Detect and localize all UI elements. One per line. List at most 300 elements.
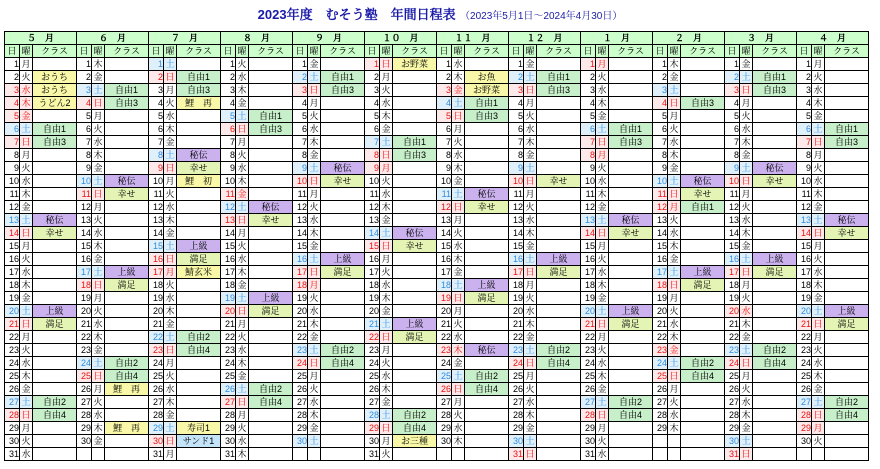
weekday-cell: 水 <box>309 306 319 316</box>
weekday-cell: 金 <box>309 59 319 69</box>
weekday-cell: 土 <box>597 124 607 134</box>
weekday-cell: 火 <box>741 293 751 303</box>
class-cell <box>177 279 221 292</box>
weekday-cell: 月 <box>381 163 391 173</box>
weekday-cell: 金 <box>597 202 607 212</box>
class-cell <box>609 110 653 123</box>
weekday-cell: 火 <box>381 176 391 186</box>
weekday-cell: 月 <box>453 124 463 134</box>
weekday-cell: 火 <box>597 345 607 355</box>
table-row <box>5 201 869 214</box>
day-cell: 11 <box>725 188 740 201</box>
weekday-cell: 火 <box>669 124 679 134</box>
weekday-cell: 月 <box>93 384 103 394</box>
day-cell: 30 <box>797 435 812 448</box>
class-cell: 自由1 <box>249 110 293 123</box>
day-cell: 31 <box>581 448 596 461</box>
class-cell <box>393 383 437 396</box>
weekday-cell: 月 <box>669 202 679 212</box>
class-cell: 上級 <box>681 266 725 279</box>
day-cell: 29 <box>653 422 668 435</box>
weekday-cell: 水 <box>21 176 31 186</box>
class-cell <box>753 292 797 305</box>
class-cell <box>33 357 77 370</box>
weekday-cell: 木 <box>741 319 751 329</box>
weekday-cell: 土 <box>21 306 31 316</box>
day-cell: 29 <box>77 422 92 435</box>
weekday-cell: 日 <box>741 176 751 186</box>
weekday-cell: 月 <box>93 293 103 303</box>
class-cell: 自由3 <box>825 136 869 149</box>
weekday-cell: 金 <box>309 423 319 433</box>
weekday-cell: 月 <box>669 293 679 303</box>
class-cell <box>177 318 221 331</box>
class-cell <box>177 58 221 71</box>
table-row <box>5 136 869 149</box>
weekday-cell: 月 <box>813 150 823 160</box>
class-cell: 寿司1 <box>177 422 221 435</box>
day-cell: 25 <box>437 370 452 383</box>
weekday-cell: 土 <box>525 163 535 173</box>
day-cell: 13 <box>509 214 524 227</box>
weekday-cell: 火 <box>309 384 319 394</box>
weekday-cell: 金 <box>597 293 607 303</box>
class-cell <box>33 266 77 279</box>
weekday-cell: 金 <box>813 111 823 121</box>
class-cell <box>177 136 221 149</box>
class-cell <box>321 292 365 305</box>
weekday-cell: 月 <box>93 202 103 212</box>
weekday-cell: 月 <box>309 371 319 381</box>
day-cell: 24 <box>725 357 740 370</box>
month-header: ２ 月 <box>653 32 725 45</box>
day-cell: 28 <box>797 409 812 422</box>
weekday-cell: 火 <box>741 111 751 121</box>
day-cell: 29 <box>149 422 164 435</box>
day-cell: 24 <box>437 357 452 370</box>
day-cell: 3 <box>77 84 92 97</box>
weekday-cell: 月 <box>21 59 31 69</box>
day-cell: 28 <box>653 409 668 422</box>
day-cell: 18 <box>581 279 596 292</box>
weekday-cell: 木 <box>597 98 607 108</box>
weekday-cell: 火 <box>237 332 247 342</box>
weekday-cell: 日 <box>93 280 103 290</box>
weekday-cell: 土 <box>669 358 679 368</box>
day-cell: 26 <box>365 383 380 396</box>
class-cell <box>681 71 725 84</box>
class-cell <box>393 448 437 461</box>
weekday-cell: 木 <box>381 293 391 303</box>
weekday-cell: 金 <box>165 228 175 238</box>
weekday-cell: 土 <box>309 254 319 264</box>
day-cell: 10 <box>77 175 92 188</box>
weekday-cell: 金 <box>453 85 463 95</box>
class-cell: 満足 <box>537 266 581 279</box>
weekday-cell: 木 <box>597 189 607 199</box>
day-cell: 22 <box>653 331 668 344</box>
class-cell: 上級 <box>753 253 797 266</box>
day-cell: 5 <box>581 110 596 123</box>
class-cell <box>393 305 437 318</box>
weekday-cell: 土 <box>741 436 751 446</box>
day-cell: 8 <box>653 149 668 162</box>
weekday-cell: 日 <box>813 410 823 420</box>
calendar-table <box>4 31 869 461</box>
day-cell: 14 <box>77 227 92 240</box>
class-cell: 自由4 <box>537 357 581 370</box>
day-cell: 2 <box>653 71 668 84</box>
weekday-cell: 水 <box>525 124 535 134</box>
class-cell: 鯖玄米 <box>177 266 221 279</box>
weekday-cell: 月 <box>453 215 463 225</box>
class-cell: 自由4 <box>681 370 725 383</box>
class-cell <box>177 370 221 383</box>
table-row <box>5 71 869 84</box>
day-cell: 24 <box>653 357 668 370</box>
day-cell: 21 <box>797 318 812 331</box>
weekday-cell: 日 <box>381 150 391 160</box>
class-cell <box>753 214 797 227</box>
class-cell <box>177 305 221 318</box>
class-cell <box>753 201 797 214</box>
class-cell <box>249 188 293 201</box>
day-cell: 21 <box>149 318 164 331</box>
weekday-cell: 金 <box>525 59 535 69</box>
weekday-cell: 水 <box>21 358 31 368</box>
day-cell: 9 <box>365 162 380 175</box>
weekday-cell: 日 <box>381 332 391 342</box>
day-cell: 20 <box>725 305 740 318</box>
weekday-cell: 月 <box>381 254 391 264</box>
class-cell <box>825 435 869 448</box>
class-cell <box>321 58 365 71</box>
class-cell: 秘伝 <box>681 175 725 188</box>
day-cell: 23 <box>365 344 380 357</box>
day-cell: 7 <box>365 136 380 149</box>
weekday-cell: 水 <box>813 267 823 277</box>
class-cell: 秘伝 <box>105 175 149 188</box>
weekday-cell: 日 <box>669 371 679 381</box>
weekday-cell: 水 <box>813 85 823 95</box>
class-cell <box>105 448 149 461</box>
class-cell <box>825 331 869 344</box>
class-cell <box>825 422 869 435</box>
weekday-cell: 日 <box>93 371 103 381</box>
day-cell: 9 <box>77 162 92 175</box>
weekday-cell: 金 <box>525 241 535 251</box>
class-cell <box>753 422 797 435</box>
weekday-cell: 土 <box>237 111 247 121</box>
class-cell: 自由3 <box>321 84 365 97</box>
weekday-cell: 月 <box>525 280 535 290</box>
class-cell <box>753 110 797 123</box>
weekday-cell: 火 <box>813 163 823 173</box>
day-cell: 19 <box>5 292 20 305</box>
day-cell: 4 <box>653 97 668 110</box>
class-cell <box>465 240 509 253</box>
class-cell <box>249 357 293 370</box>
day-cell: 17 <box>5 266 20 279</box>
day-cell: 5 <box>77 110 92 123</box>
day-cell: 27 <box>77 396 92 409</box>
weekday-cell: 金 <box>813 202 823 212</box>
weekday-cell: 日 <box>525 85 535 95</box>
day-cell: 31 <box>221 448 236 461</box>
weekday-cell: 火 <box>597 72 607 82</box>
weekday-cell: 月 <box>453 397 463 407</box>
class-cell: 満足 <box>321 266 365 279</box>
weekday-cell: 火 <box>165 280 175 290</box>
weekday-cell: 木 <box>93 423 103 433</box>
class-cell: 自由4 <box>177 344 221 357</box>
day-cell: 22 <box>365 331 380 344</box>
weekday-cell: 月 <box>597 423 607 433</box>
weekday-cell: 火 <box>165 98 175 108</box>
weekday-cell: 水 <box>813 176 823 186</box>
class-cell: 上級 <box>465 279 509 292</box>
weekday-cell: 水 <box>237 436 247 446</box>
weekday-cell: 金 <box>309 332 319 342</box>
day-cell: 16 <box>5 253 20 266</box>
class-cell <box>753 136 797 149</box>
weekday-cell: 月 <box>813 241 823 251</box>
day-cell: 8 <box>149 149 164 162</box>
weekday-cell: 金 <box>813 293 823 303</box>
class-cell: 自由3 <box>753 84 797 97</box>
weekday-cell: 火 <box>453 410 463 420</box>
weekday-cell: 水 <box>381 371 391 381</box>
day-cell: 22 <box>77 331 92 344</box>
class-cell <box>33 149 77 162</box>
weekday-cell: 月 <box>741 280 751 290</box>
class-cell: 満足 <box>753 266 797 279</box>
day-cell: 9 <box>509 162 524 175</box>
day-cell: 7 <box>149 136 164 149</box>
day-cell: 6 <box>437 123 452 136</box>
class-cell <box>33 331 77 344</box>
class-cell <box>825 149 869 162</box>
month-header: ９ 月 <box>293 32 365 45</box>
table-row <box>5 409 869 422</box>
weekday-cell: 月 <box>597 332 607 342</box>
class-cell <box>753 188 797 201</box>
weekday-cell: 日 <box>165 254 175 264</box>
table-row <box>5 357 869 370</box>
weekday-cell: 火 <box>93 215 103 225</box>
class-cell <box>465 318 509 331</box>
day-col-header: 日 <box>221 45 236 58</box>
class-cell <box>393 201 437 214</box>
day-cell: 13 <box>221 214 236 227</box>
class-cell <box>465 58 509 71</box>
day-cell: 27 <box>221 396 236 409</box>
day-cell: 10 <box>149 175 164 188</box>
weekday-cell: 水 <box>741 124 751 134</box>
day-cell: 24 <box>797 357 812 370</box>
day-cell: 8 <box>293 149 308 162</box>
class-cell: 満足 <box>33 318 77 331</box>
day-cell: 7 <box>293 136 308 149</box>
day-cell: 16 <box>293 253 308 266</box>
class-cell <box>825 448 869 461</box>
class-cell: 自由2 <box>393 409 437 422</box>
class-cell <box>321 396 365 409</box>
weekday-cell: 月 <box>525 189 535 199</box>
day-cell: 11 <box>797 188 812 201</box>
class-cell <box>105 253 149 266</box>
day-cell: 1 <box>149 58 164 71</box>
class-cell: 自由1 <box>105 84 149 97</box>
weekday-cell: 土 <box>93 85 103 95</box>
day-cell: 6 <box>149 123 164 136</box>
day-cell: 29 <box>5 422 20 435</box>
class-cell <box>321 435 365 448</box>
weekday-cell: 木 <box>309 228 319 238</box>
class-cell <box>105 318 149 331</box>
day-cell: 21 <box>581 318 596 331</box>
day-cell: 29 <box>509 422 524 435</box>
day-cell: 18 <box>437 279 452 292</box>
weekday-cell: 土 <box>381 228 391 238</box>
day-cell: 14 <box>149 227 164 240</box>
day-cell <box>437 448 452 461</box>
day-col-header: 日 <box>653 45 668 58</box>
class-cell <box>177 214 221 227</box>
class-cell <box>753 435 797 448</box>
day-cell: 9 <box>221 162 236 175</box>
weekday-cell: 水 <box>165 202 175 212</box>
day-cell: 16 <box>437 253 452 266</box>
weekday-cell: 木 <box>525 410 535 420</box>
class-cell: 秘伝 <box>753 162 797 175</box>
weekday-cell: 月 <box>237 410 247 420</box>
weekday-cell: 水 <box>525 215 535 225</box>
day-cell: 4 <box>221 97 236 110</box>
day-cell: 5 <box>437 110 452 123</box>
day-cell: 16 <box>77 253 92 266</box>
month-header: １１ 月 <box>437 32 509 45</box>
day-cell: 18 <box>365 279 380 292</box>
day-cell: 19 <box>365 292 380 305</box>
weekday-cell: 金 <box>237 98 247 108</box>
day-cell: 23 <box>77 344 92 357</box>
class-cell <box>249 71 293 84</box>
weekday-cell: 金 <box>21 293 31 303</box>
day-cell: 4 <box>797 97 812 110</box>
day-cell: 19 <box>437 292 452 305</box>
day-cell: 17 <box>797 266 812 279</box>
class-cell <box>393 84 437 97</box>
class-cell <box>753 240 797 253</box>
day-cell: 13 <box>797 214 812 227</box>
class-cell <box>609 84 653 97</box>
day-cell: 4 <box>437 97 452 110</box>
day-cell: 14 <box>293 227 308 240</box>
day-cell: 12 <box>5 201 20 214</box>
day-cell: 18 <box>725 279 740 292</box>
day-cell: 22 <box>437 331 452 344</box>
weekday-cell: 木 <box>669 150 679 160</box>
day-cell: 6 <box>797 123 812 136</box>
class-cell <box>681 396 725 409</box>
day-cell: 29 <box>365 422 380 435</box>
class-cell <box>681 136 725 149</box>
class-cell <box>33 201 77 214</box>
day-cell: 2 <box>365 71 380 84</box>
day-cell: 29 <box>293 422 308 435</box>
class-cell <box>105 123 149 136</box>
class-cell <box>609 331 653 344</box>
weekday-cell: 土 <box>93 176 103 186</box>
weekday-cell: 日 <box>597 228 607 238</box>
weekday-cell: 火 <box>21 72 31 82</box>
weekday-cell: 水 <box>597 176 607 186</box>
weekday-cell: 金 <box>741 423 751 433</box>
day-cell: 19 <box>797 292 812 305</box>
title-sub: （2023年5月1日～2024年4月30日） <box>460 11 623 22</box>
class-cell: 自由2 <box>753 344 797 357</box>
weekday-cell <box>812 448 825 461</box>
class-cell <box>537 279 581 292</box>
table-row <box>5 370 869 383</box>
class-cell <box>753 396 797 409</box>
weekday-cell: 日 <box>453 111 463 121</box>
month-header: １０ 月 <box>365 32 437 45</box>
day-cell: 16 <box>365 253 380 266</box>
weekday-cell: 日 <box>165 72 175 82</box>
day-cell: 1 <box>437 58 452 71</box>
day-cell: 6 <box>509 123 524 136</box>
day-cell: 10 <box>653 175 668 188</box>
weekday-cell: 日 <box>597 137 607 147</box>
day-cell: 27 <box>509 396 524 409</box>
day-cell: 28 <box>365 409 380 422</box>
class-cell: 自由2 <box>681 357 725 370</box>
weekday-cell: 月 <box>669 111 679 121</box>
class-cell <box>321 318 365 331</box>
class-cell: 満足 <box>609 318 653 331</box>
weekday-cell: 木 <box>453 163 463 173</box>
class-cell <box>753 409 797 422</box>
day-cell: 25 <box>653 370 668 383</box>
day-col-header: 日 <box>149 45 164 58</box>
day-cell: 7 <box>653 136 668 149</box>
weekday-cell: 火 <box>237 150 247 160</box>
class-cell <box>681 331 725 344</box>
weekday-cell: 水 <box>93 137 103 147</box>
day-cell: 23 <box>581 344 596 357</box>
class-cell <box>825 84 869 97</box>
class-cell <box>609 253 653 266</box>
class-cell <box>609 149 653 162</box>
weekday-cell: 金 <box>597 111 607 121</box>
day-cell: 17 <box>77 266 92 279</box>
day-cell <box>293 448 308 461</box>
weekday-cell: 日 <box>741 85 751 95</box>
day-cell: 26 <box>437 383 452 396</box>
class-cell <box>825 344 869 357</box>
day-cell: 4 <box>149 97 164 110</box>
weekday-cell: 月 <box>309 280 319 290</box>
weekday-cell: 火 <box>309 293 319 303</box>
weekday-cell: 水 <box>381 98 391 108</box>
class-cell: 幸せ <box>33 227 77 240</box>
day-cell: 14 <box>5 227 20 240</box>
weekday-cell: 水 <box>21 85 31 95</box>
weekday-cell: 月 <box>381 72 391 82</box>
day-cell: 5 <box>725 110 740 123</box>
